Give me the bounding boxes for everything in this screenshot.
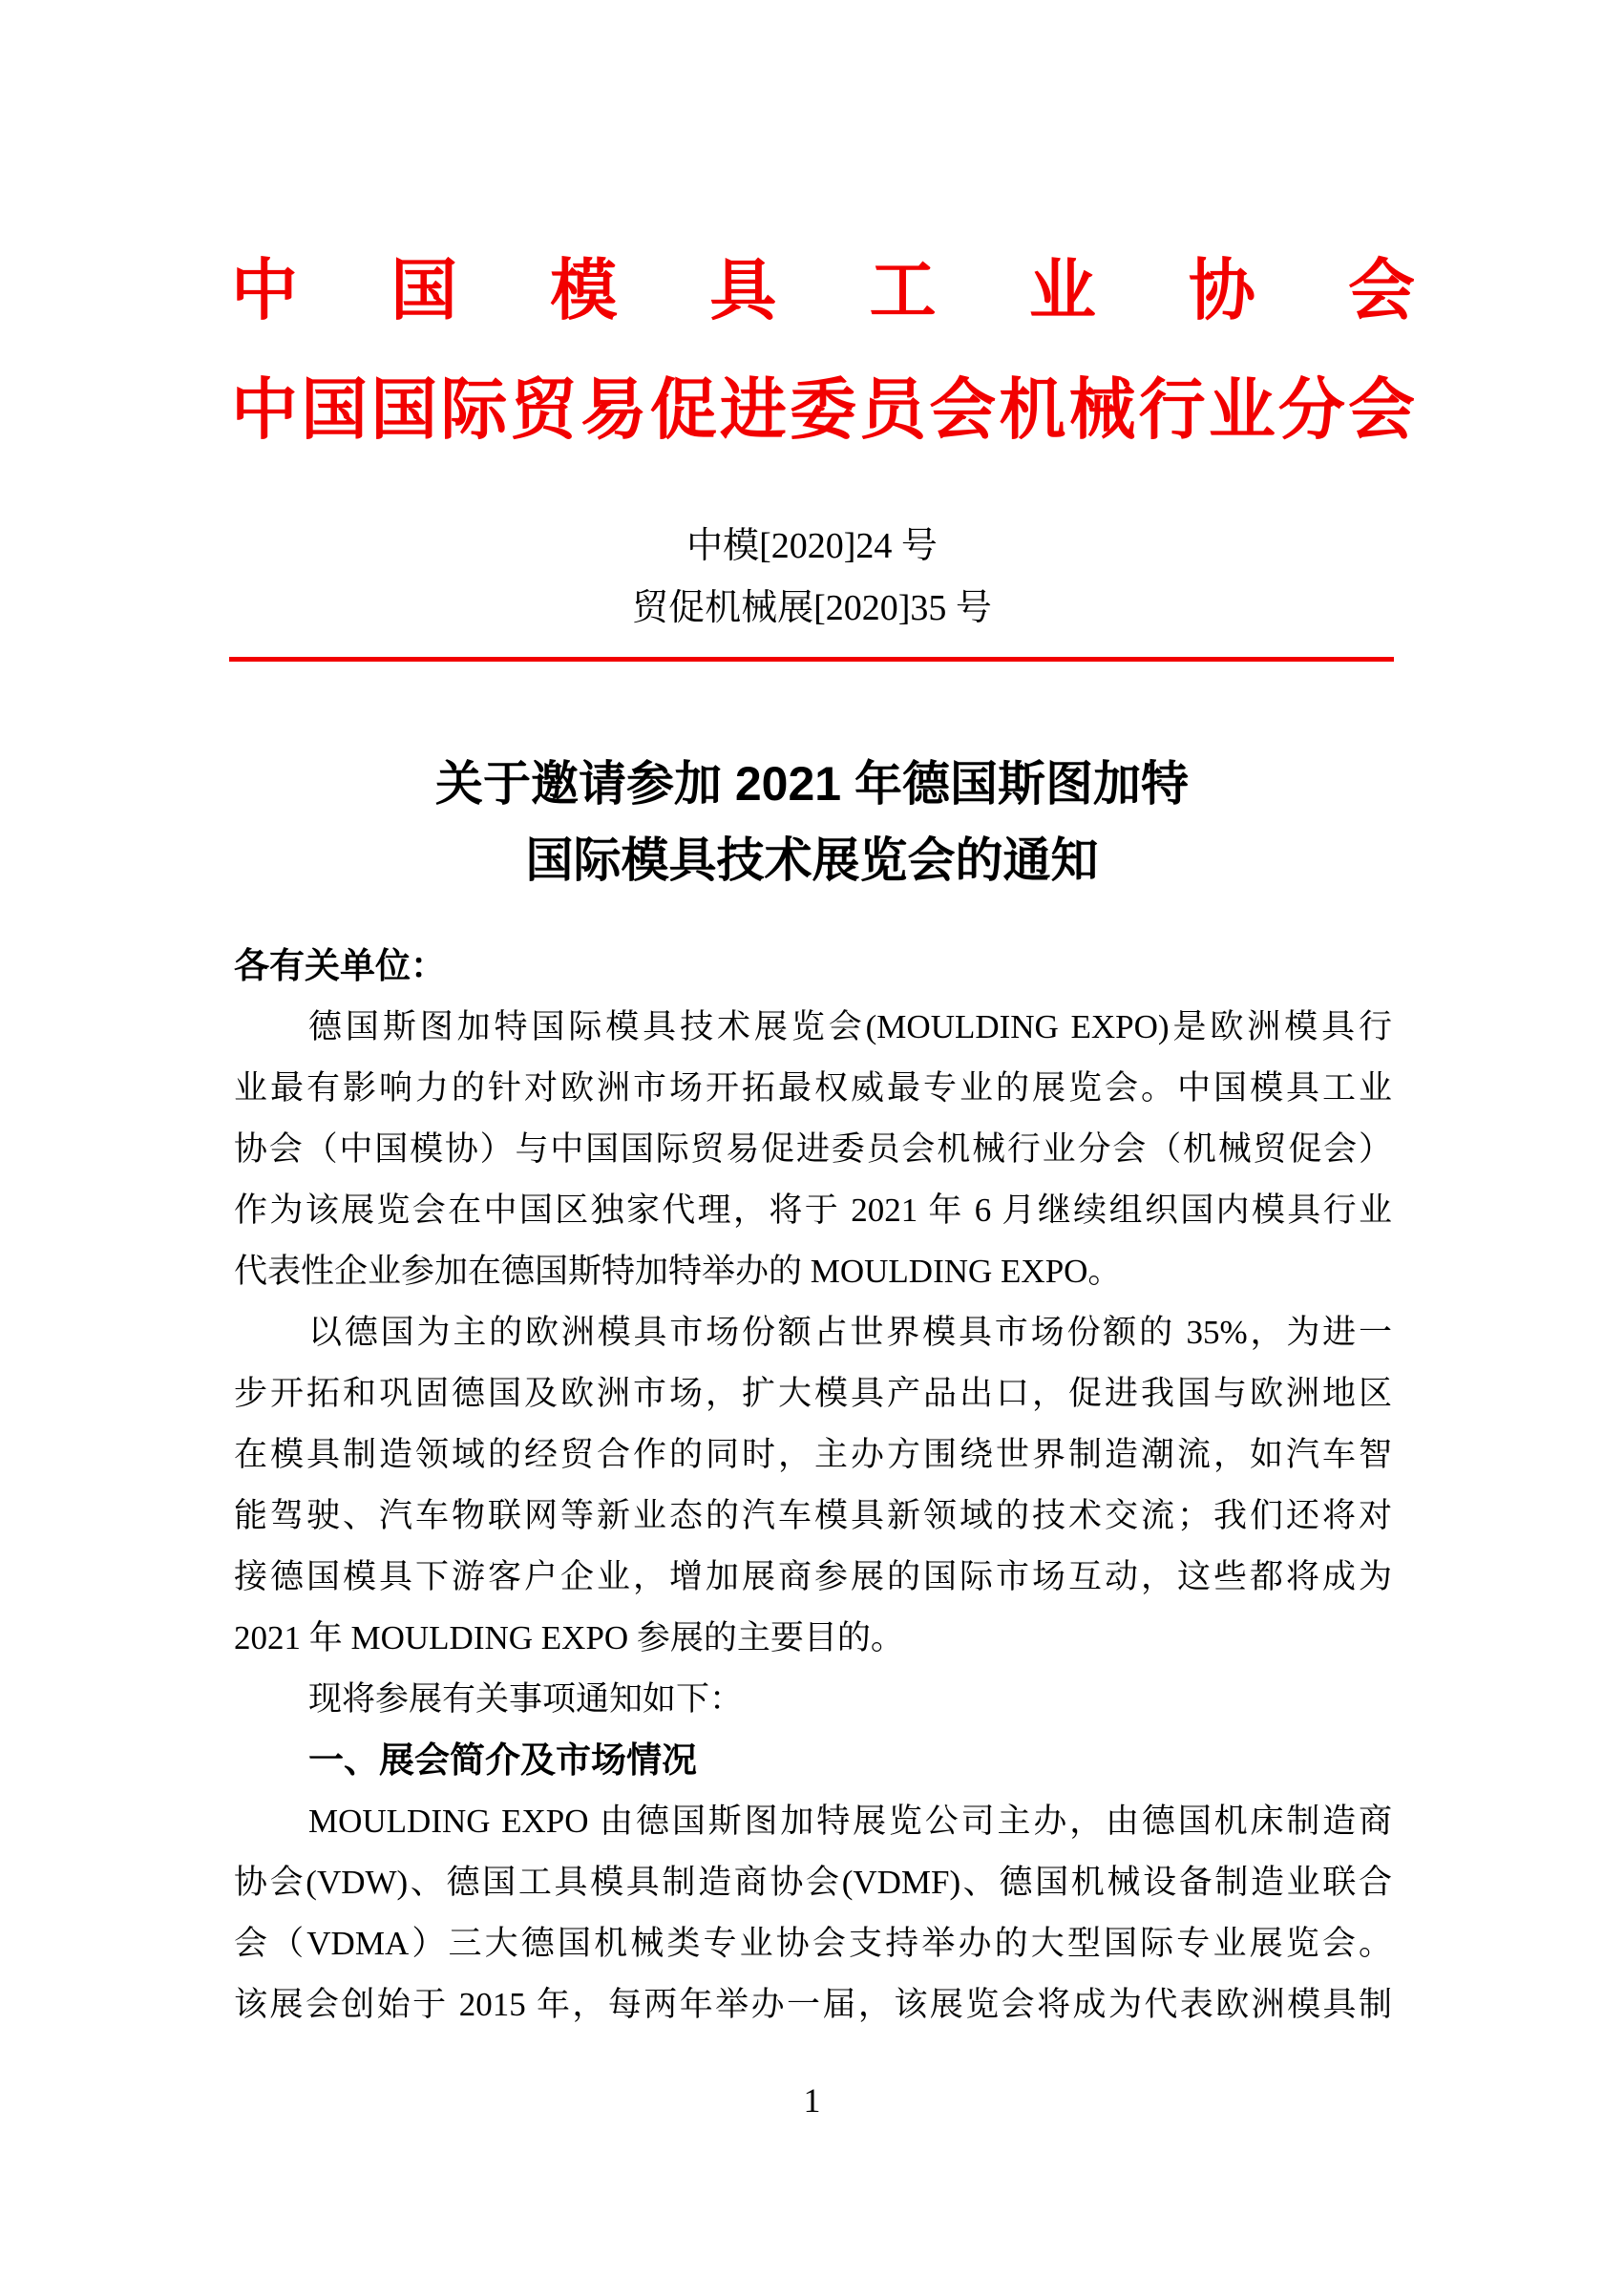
body-line: 各有关单位：	[234, 946, 446, 985]
doc-number-2: 贸促机械展[2020]35 号	[632, 588, 992, 628]
notice-title-line-2: 国际模具技术展览会的通知	[525, 833, 1099, 887]
body-line: 代表性企业参加在德国斯特加特举办的 MOULDING EXPO。	[234, 1253, 1122, 1290]
body-line: 作为该展览会在中国区独家代理，将于 2021 年 6 月继续组织国内模具行业	[234, 1192, 1392, 1229]
notice-title-line-1: 关于邀请参加 2021 年德国斯图加特	[434, 757, 1189, 811]
page-number: 1	[803, 2081, 821, 2120]
body-line: MOULDING EXPO 由德国斯图加特展览公司主办，由德国机床制造商	[308, 1803, 1392, 1840]
body-line: 德国斯图加特国际模具技术展览会(MOULDING EXPO)是欧洲模具行	[308, 1008, 1392, 1045]
notice-body	[234, 936, 1392, 2035]
letterhead-org-primary: 中 国 模 具 工 业 协 会	[231, 255, 1415, 328]
letterhead-org-secondary: 中 国 国 际 贸 易 促 进 委 员 会 机 械 行 业 分 会	[231, 374, 1415, 448]
body-line: 现将参展有关事项通知如下：	[308, 1680, 744, 1718]
body-line: 协会(VDW)、德国工具模具制造商协会(VDMF)、德国机械设备制造业联合	[234, 1864, 1392, 1901]
body-line: 在模具制造领域的经贸合作的同时，主办方围绕世界制造潮流，如汽车智	[234, 1436, 1392, 1473]
body-line: 协会（中国模协）与中国国际贸易促进委员会机械行业分会（机械贸促会）	[234, 1130, 1392, 1168]
body-line: 会（VDMA）三大德国机械类专业协会支持举办的大型国际专业展览会。	[234, 1925, 1392, 1962]
body-line: 业最有影响力的针对欧洲市场开拓最权威最专业的展览会。中国模具工业	[234, 1069, 1392, 1107]
body-line: 一、展会简介及市场情况	[308, 1740, 697, 1780]
body-line: 步开拓和巩固德国及欧洲市场，扩大模具产品出口，促进我国与欧洲地区	[234, 1375, 1392, 1412]
body-line: 该展会创始于 2015 年，每两年举办一届，该展览会将成为代表欧洲模具制	[234, 1986, 1392, 2023]
body-line: 2021 年 MOULDING EXPO 参展的主要目的。	[234, 1619, 904, 1656]
body-line: 能驾驶、汽车物联网等新业态的汽车模具新领域的技术交流；我们还将对	[234, 1497, 1392, 1534]
body-line: 接德国模具下游客户企业，增加展商参展的国际市场互动，这些都将成为	[234, 1558, 1392, 1595]
doc-number-1: 中模[2020]24 号	[686, 526, 938, 566]
body-line: 以德国为主的欧洲模具市场份额占世界模具市场份额的 35%，为进一	[308, 1314, 1392, 1351]
letterhead-red-divider	[229, 657, 1394, 662]
